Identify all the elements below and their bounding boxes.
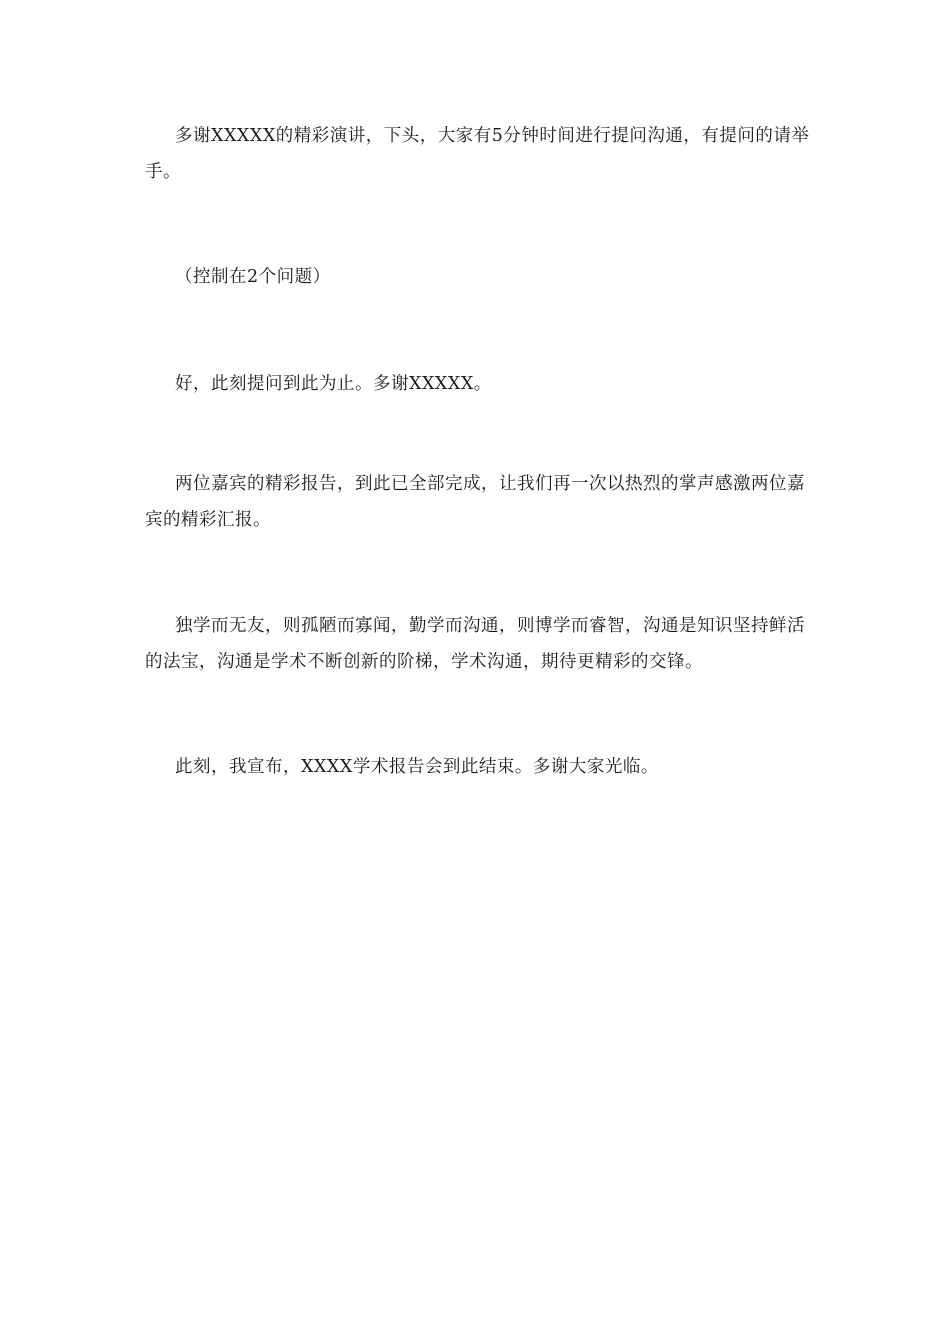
paragraph-closing-announcement: 此刻，我宣布，XXXX学术报告会到此结束。多谢大家光临。 <box>175 757 659 777</box>
paragraph-end-questions: 好，此刻提问到此为止。多谢XXXXX。 <box>175 374 492 394</box>
paragraph-reports-complete: 两位嘉宾的精彩报告，到此已全部完成，让我们再一次以热烈的掌声感激两位嘉宾的精彩汇报。 <box>145 474 805 530</box>
paragraph-thanks-speech: 多谢XXXXX的精彩演讲，下头，大家有5分钟时间进行提问沟通，有提问的请举手。 <box>145 126 810 182</box>
paragraph-question-limit: （控制在2个问题） <box>175 267 331 287</box>
paragraph-communication-quote: 独学而无友，则孤陋而寡闻，勤学而沟通，则博学而睿智，沟通是知识坚持鲜活的法宝，沟通是学术不断创新的阶梯，学术沟通，期待更精彩的交锋。 <box>145 616 805 672</box>
